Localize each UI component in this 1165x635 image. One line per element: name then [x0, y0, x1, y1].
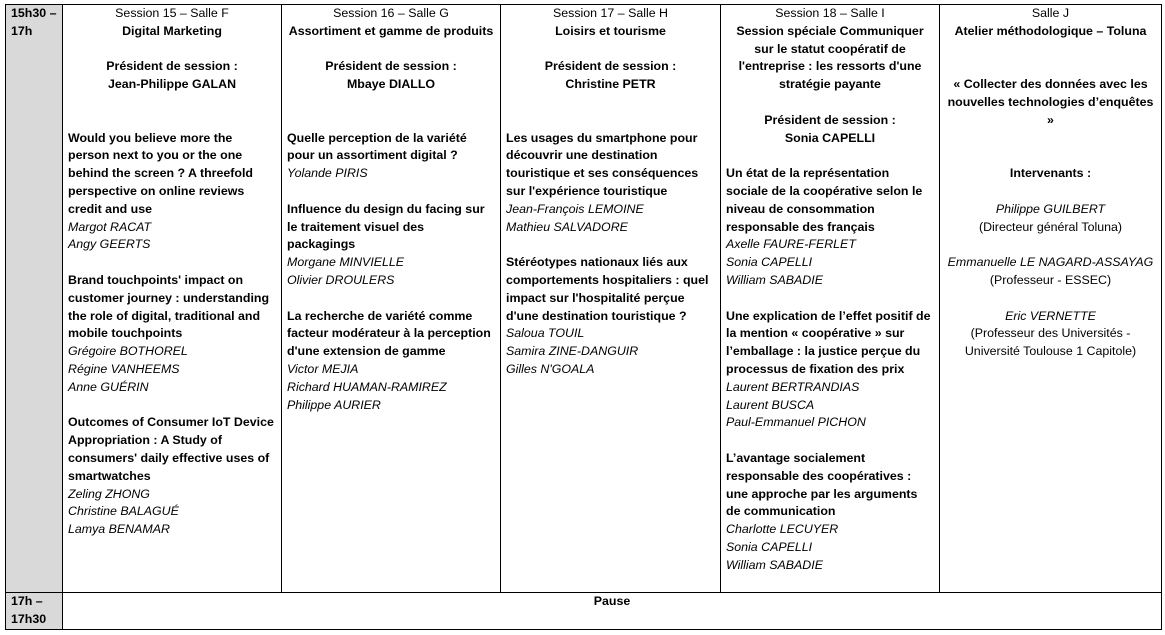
- pause-cell: Pause: [63, 593, 1162, 630]
- session-header: Session 17 – Salle H: [552, 6, 669, 20]
- session-theme: Assortiment et gamme de produits: [288, 23, 494, 38]
- session-cell: [282, 5, 501, 593]
- author: Axelle FAURE-FERLET: [726, 237, 856, 252]
- session-theme: Loisirs et tourisme: [555, 23, 666, 38]
- paper: [287, 308, 495, 415]
- speaker-name: Eric VERNETTE: [1005, 308, 1096, 323]
- author: William SABADIE: [726, 557, 823, 572]
- chair-label: Président de session :: [544, 59, 677, 74]
- paper-title: Stéréotypes nationaux liés aux comportements hospitaliers : quel impact sur l'hospitalité perçue d'une destination touristique ?: [506, 255, 709, 323]
- author: Laurent BUSCA: [726, 397, 815, 412]
- author: Samira ZINE-DANGUIR: [506, 344, 639, 359]
- paper: [506, 254, 715, 379]
- author: Zeling ZHONG: [68, 486, 150, 501]
- chair-name: Sonia CAPELLI: [784, 130, 876, 145]
- author: Richard HUAMAN-RAMIREZ: [287, 379, 447, 394]
- program-table: [5, 4, 1162, 630]
- session-cell: [721, 5, 940, 593]
- author: Mathieu SALVADORE: [506, 219, 628, 234]
- session-theme: Session spéciale Communiquer sur le statut coopératif de l'entreprise : les ressorts d'une stratégie payante: [736, 23, 924, 92]
- paper: [68, 130, 276, 255]
- author: Lamya BENAMAR: [68, 522, 170, 537]
- author: William SABADIE: [726, 272, 823, 287]
- paper: [726, 165, 934, 290]
- chair-name: Christine PETR: [565, 77, 656, 92]
- chair-label: Président de session :: [764, 112, 896, 127]
- session-header: Salle J: [1031, 6, 1070, 20]
- author: Jean-François LEMOINE: [506, 201, 644, 216]
- chair-name: Mbaye DIALLO: [346, 77, 436, 92]
- time-cell: 15h30 – 17h: [6, 5, 63, 593]
- author: Angy GEERTS: [68, 237, 151, 252]
- paper-title: Une explication de l’effet positif de la mention « coopérative » sur l’emballage : la justice perçue du processus de fixation des prix: [726, 308, 931, 376]
- author: Sonia CAPELLI: [726, 539, 813, 554]
- author: Grégoire BOTHOREL: [68, 344, 188, 359]
- author: Philippe AURIER: [287, 397, 381, 412]
- author: Anne GUÉRIN: [68, 379, 149, 394]
- session-header: Session 18 – Salle I: [775, 6, 885, 20]
- session-header: Session 15 – Salle F: [115, 6, 229, 20]
- author: Laurent BERTRANDIAS: [726, 379, 860, 394]
- session-theme: Atelier méthodologique – Toluna: [954, 23, 1147, 38]
- paper-title: Quelle perception de la variété pour un assortiment digital ?: [287, 130, 467, 163]
- paper-title: Les usages du smartphone pour découvrir une destination touristique et ses conséquences sur l'expérience touristique: [506, 130, 699, 198]
- paper: [726, 308, 934, 433]
- author: Charlotte LECUYER: [726, 522, 839, 537]
- time-cell: 17h – 17h30: [6, 593, 63, 630]
- paper-title: L’avantage socialement responsable des coopératives : une approche par les arguments de communication: [726, 450, 918, 519]
- paper-title: Brand touchpoints' impact on customer journey : understanding the role of digital, traditional and mobile touchpoints: [68, 272, 270, 341]
- slot-row-1530: [6, 5, 1162, 593]
- session-cell: [63, 5, 282, 593]
- author: Margot RACAT: [68, 219, 152, 234]
- author: Christine BALAGUÉ: [68, 504, 179, 519]
- paper: [68, 272, 276, 397]
- paper: [726, 450, 934, 575]
- slot-row-1700: [6, 593, 1162, 630]
- author: Paul-Emmanuel PICHON: [726, 415, 866, 430]
- speakers-label: Intervenants :: [1009, 166, 1092, 181]
- workshop-quote: « Collecter des données avec les nouvelles technologies d’enquêtes »: [947, 77, 1154, 127]
- paper-title: Outcomes of Consumer IoT Device Appropriation : A Study of consumers' daily effective uses of smartwatches: [68, 415, 274, 483]
- author: Yolande PIRIS: [287, 166, 368, 181]
- author: Sonia CAPELLI: [726, 255, 813, 270]
- speaker-role: (Directeur général Toluna): [978, 219, 1123, 234]
- paper-title: Influence du design du facing sur le traitement visuel des packagings: [287, 201, 485, 252]
- paper: [68, 414, 276, 539]
- speaker-role: (Professeur - ESSEC): [989, 272, 1112, 287]
- paper-title: Un état de la représentation sociale de la coopérative selon le niveau de consommation responsable des français: [726, 166, 923, 234]
- paper-title: Would you believe more the person next to you or the one behind the screen ? A threefold perspective on online reviews credit and use: [68, 130, 253, 216]
- paper: [287, 201, 495, 290]
- author: Morgane MINVIELLE: [287, 255, 405, 270]
- workshop-cell: [940, 5, 1162, 593]
- author: Victor MEJIA: [287, 361, 359, 376]
- chair-label: Président de session :: [106, 59, 238, 74]
- paper-title: La recherche de variété comme facteur modérateur à la perception d'une extension de gamme: [287, 308, 491, 359]
- author: Saloua TOUIL: [506, 326, 585, 341]
- paper: [287, 130, 495, 183]
- speaker-name: Emmanuelle LE NAGARD-ASSAYAG: [947, 255, 1154, 270]
- speaker-name: Philippe GUILBERT: [995, 201, 1106, 216]
- session-header: Session 16 – Salle G: [333, 6, 449, 20]
- paper: [506, 130, 715, 237]
- author: Régine VANHEEMS: [68, 361, 180, 376]
- chair-label: Président de session :: [325, 59, 457, 74]
- chair-name: Jean-Philippe GALAN: [107, 77, 237, 92]
- author: Gilles N'GOALA: [506, 361, 595, 376]
- session-cell: [501, 5, 721, 593]
- session-theme: Digital Marketing: [122, 23, 222, 38]
- speaker-role: (Professeur des Universités - Université Toulouse 1 Capitole): [964, 326, 1137, 359]
- author: Olivier DROULERS: [287, 272, 395, 287]
